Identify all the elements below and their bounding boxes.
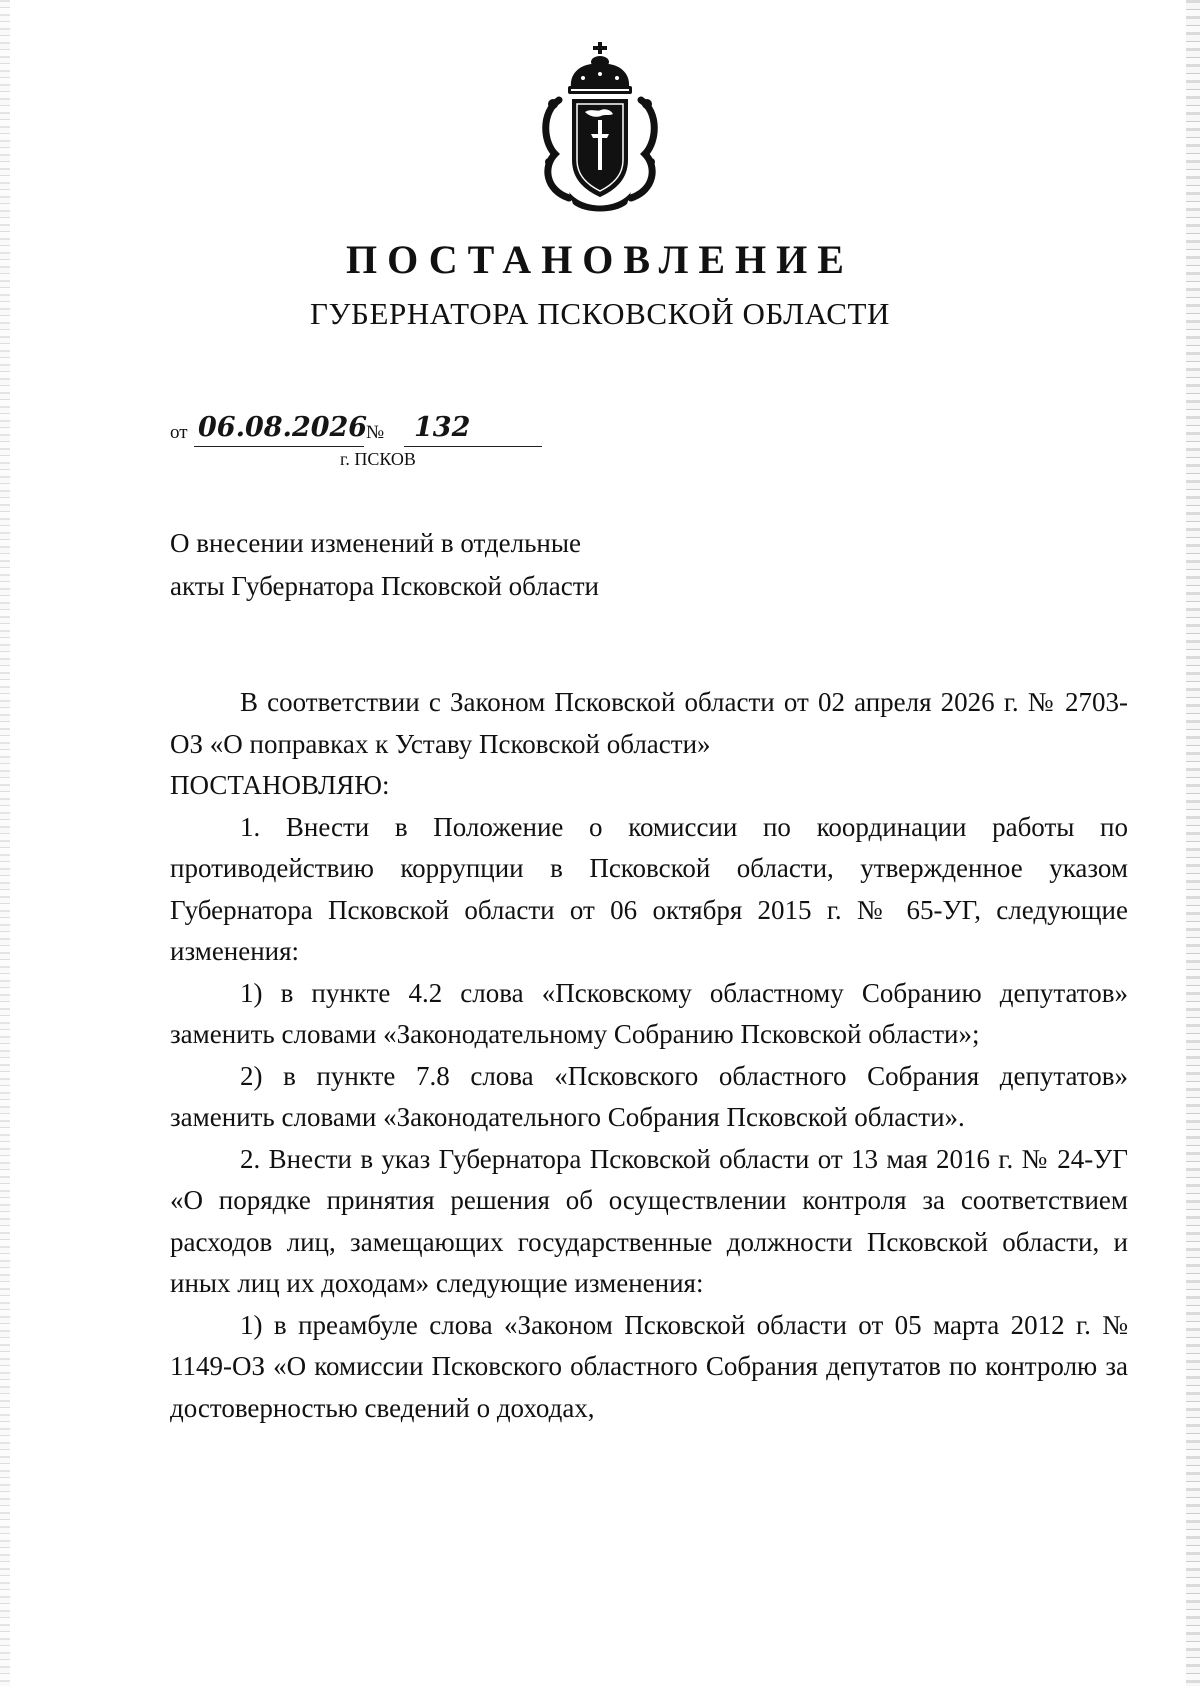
body-paragraph: 2) в пункте 7.8 слова «Псковского областного Собрания депутатов» заменить словами «Законодательного Собрания Псковской области». <box>170 1060 1128 1132</box>
handwritten-date: 06.08.2026 <box>198 412 368 443</box>
date-prefix: от <box>170 422 188 443</box>
document-title: ПОСТАНОВЛЕНИЕ <box>346 237 854 282</box>
pskov-coat-of-arms-emblem <box>535 42 665 214</box>
subject-line: О внесении изменений в отдельные <box>170 528 581 558</box>
document-body <box>170 682 1128 1429</box>
body-paragraph: 1) в пункте 4.2 слова «Псковскому областному Собранию депутатов» заменить словами «Законодательному Собранию Псковской области»; <box>170 977 1128 1049</box>
subject-line: акты Губернатора Псковской области <box>170 571 599 601</box>
number-prefix: № <box>366 422 385 443</box>
date-underline <box>194 446 364 447</box>
document-subject <box>170 522 690 608</box>
body-paragraph: 2. Внести в указ Губернатора Псковской области от 13 мая 2016 г. № 24-УГ «О порядке принятия решения об осуществлении контроля за соответствием расходов лиц, замещающих государственные должности Псковской области, и иных лиц их доходам» следующие изменения: <box>170 1143 1128 1298</box>
number-underline <box>404 446 542 447</box>
city-label: г. ПСКОВ <box>340 449 416 469</box>
document-issuer: ГУБЕРНАТОРА ПСКОВСКОЙ ОБЛАСТИ <box>309 296 891 331</box>
body-paragraph: ПОСТАНОВЛЯЮ: <box>170 770 390 800</box>
date-number-line <box>170 412 570 448</box>
body-paragraph: 1) в преамбуле слова «Законом Псковской области от 05 марта 2012 г. № 1149-ОЗ «О комиссии Псковского областного Собрания депутатов по контролю за достоверностью сведений о доходах, <box>170 1309 1128 1423</box>
handwritten-number: 132 <box>414 412 471 443</box>
body-paragraph: 1. Внести в Положение о комиссии по координации работы по противодействию коррупции в Псковской области, утвержденное указом Губернатора Псковской области от 06 октября 2015 г. № 65-УГ, следующие изменения: <box>170 811 1128 966</box>
body-paragraph: В соответствии с Законом Псковской области от 02 апреля 2026 г. № 2703-ОЗ «О поправках к Уставу Псковской области» <box>170 687 1128 759</box>
